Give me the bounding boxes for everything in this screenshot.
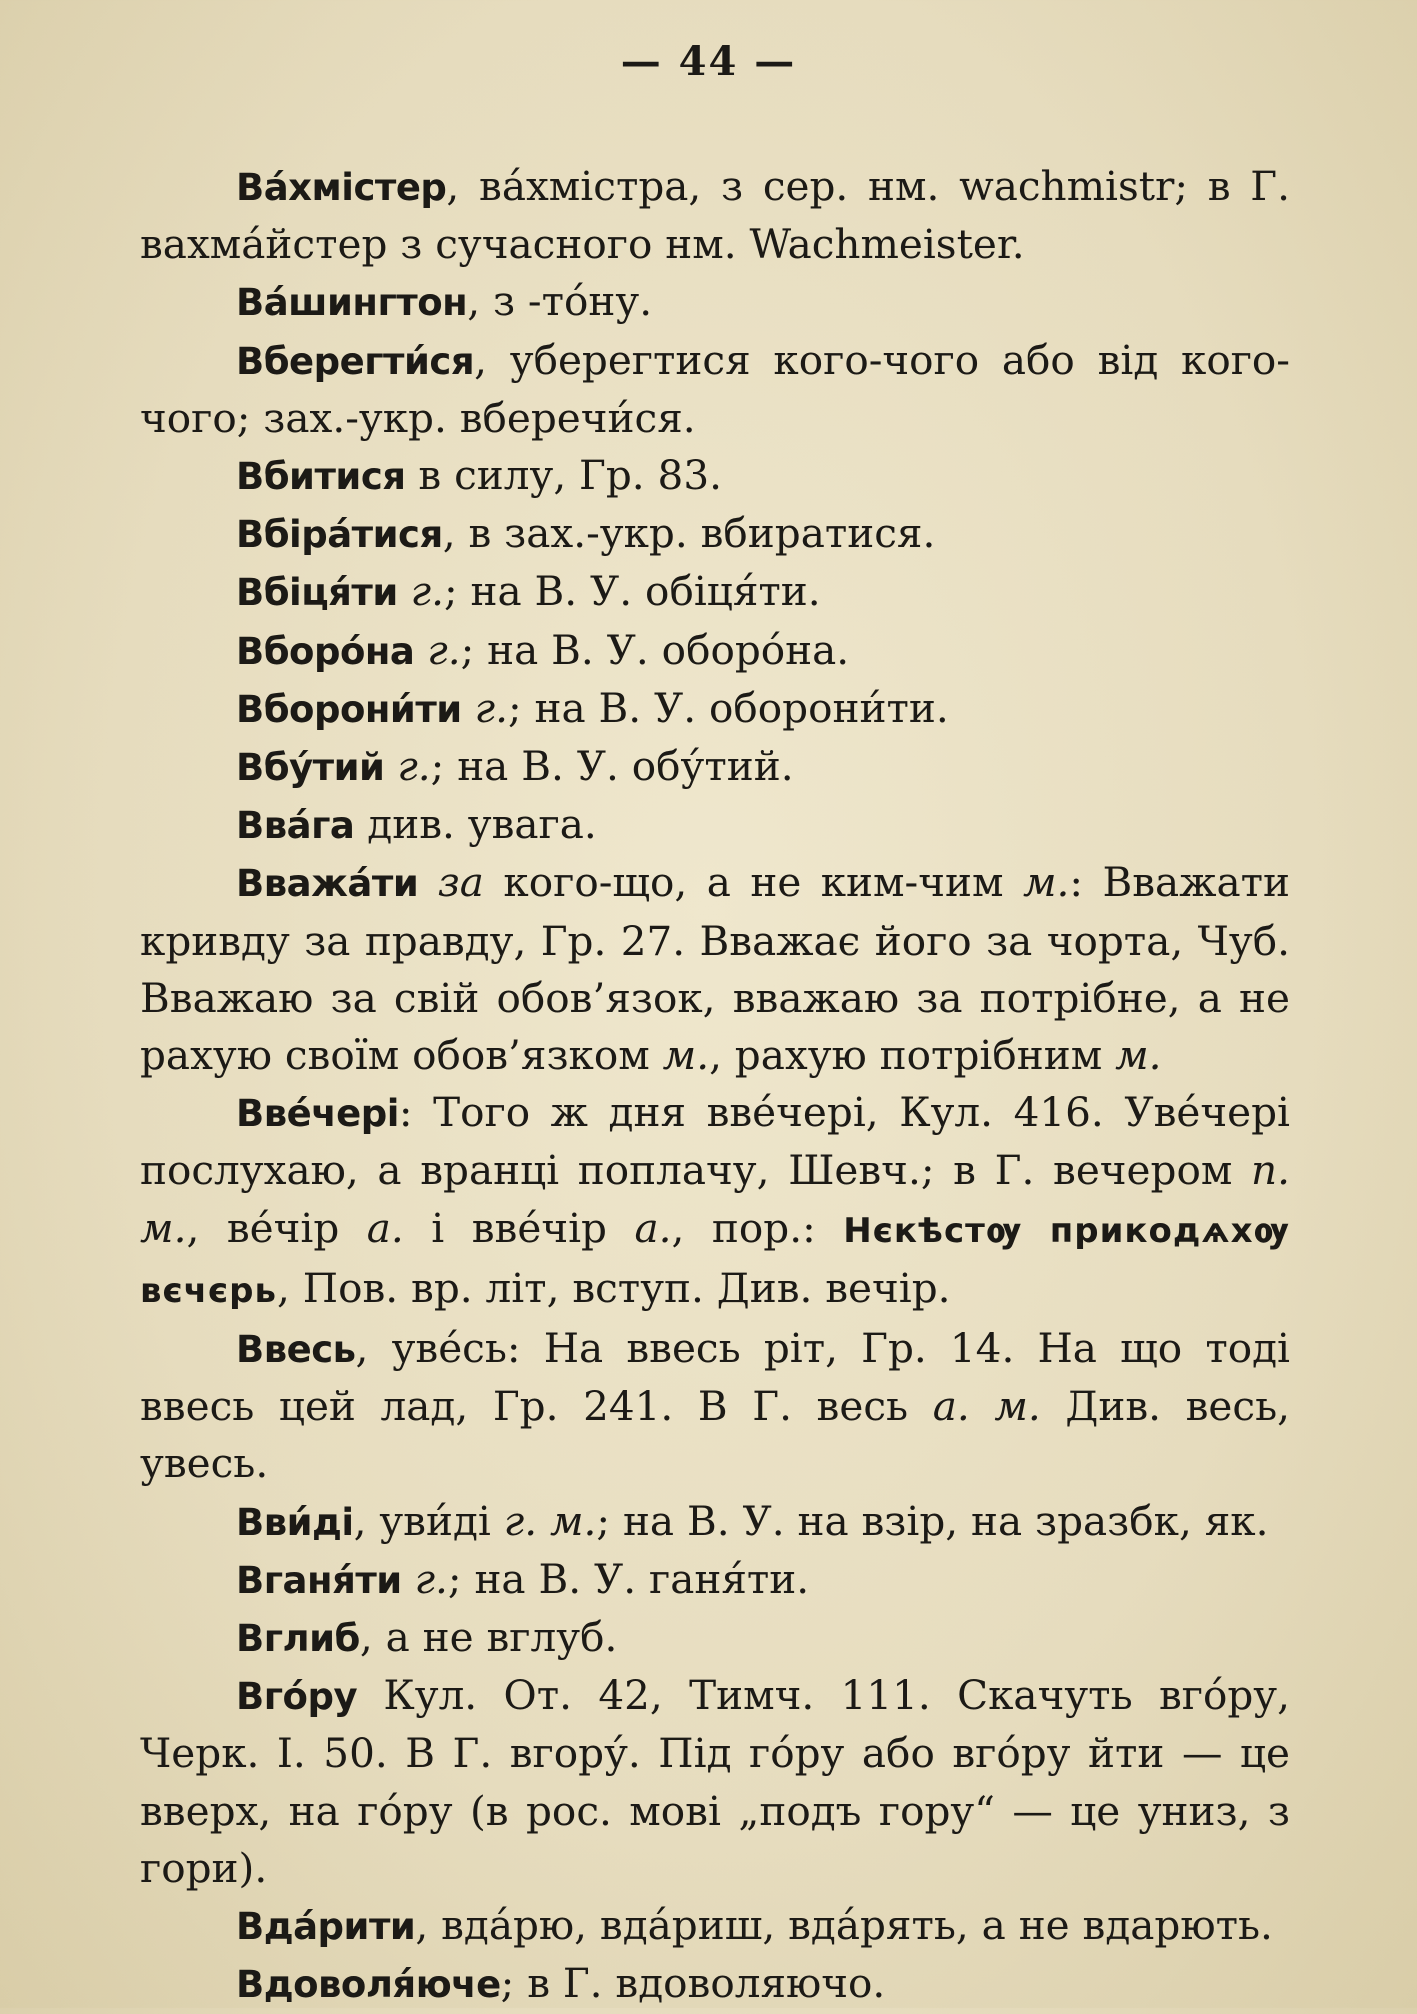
entry-text: ; на В. У. оборо́на.	[460, 625, 850, 674]
entry-text: , в зах.-укр. вбиратися.	[442, 509, 936, 558]
entry-text: , з -то́ну.	[467, 277, 653, 326]
headword: Вбіця́ти	[236, 571, 398, 615]
dictionary-entry	[140, 1320, 1290, 1493]
entry-text: : Того ж дня вве́чері, Кул. 416. Уве́чері послухаю, а вранці поплачу, Шевч.; в Г. вечером	[140, 1088, 1290, 1195]
dictionary-entry	[140, 622, 1290, 680]
dictionary-entry	[140, 1551, 1290, 1609]
headword: Вбу́тий	[236, 746, 385, 790]
entry-text: , вда́рю, вда́риш, вда́рять, а не вдарють.	[415, 1901, 1273, 1950]
dictionary-entry	[140, 505, 1290, 563]
entry-text: , ве́чір	[186, 1203, 367, 1252]
entry-text: Див. весь, увесь.	[140, 1382, 1290, 1488]
dictionary-entry	[140, 447, 1290, 505]
abbreviation: а.	[634, 1203, 672, 1252]
headword: Вда́рити	[236, 1905, 416, 1949]
page-number: — 44 —	[620, 38, 797, 85]
entry-text	[414, 626, 427, 674]
dictionary-entry	[140, 1667, 1290, 1897]
entry-text: і вве́чір	[403, 1203, 635, 1252]
abbreviation: а.	[366, 1203, 404, 1252]
headword: Вдоволя́юче	[236, 1963, 501, 2007]
headword: Ввесь	[236, 1328, 356, 1372]
entry-text: , уберегтися кого-чого або від кого-чого; зах.-укр. вберечи́ся.	[140, 335, 1290, 442]
entry-text: ; на В. У. ганя́ти.	[447, 1554, 810, 1603]
abbreviation: г.	[414, 1554, 448, 1603]
entry-text: ; на В. У. обу́тий.	[430, 742, 794, 791]
entry-text	[462, 684, 475, 732]
entry-text: , Пов. вр. літ, вступ. Див. вечір.	[277, 1263, 951, 1312]
dictionary-entry	[140, 680, 1290, 738]
abbreviation: г.	[474, 683, 508, 732]
dictionary-entry	[140, 273, 1290, 331]
entry-text: , уви́ді	[353, 1496, 504, 1545]
dictionary-entries	[140, 158, 1290, 2014]
headword: Вго́ру	[236, 1675, 358, 1719]
entry-text: , а не вглуб.	[359, 1613, 618, 1662]
old-church-slavonic-quote: Нєкѣстѹ прикодѧхѹ вєчєрь	[140, 1210, 1291, 1311]
headword: Вборо́на	[236, 629, 415, 673]
entry-text: кого-що, а не ким-чим	[483, 858, 1023, 907]
headword: Вбитися	[236, 455, 406, 499]
entry-text	[418, 858, 437, 906]
headword: Вберегти́ся	[236, 339, 475, 383]
dictionary-entry	[140, 563, 1290, 621]
dictionary-entry	[140, 1084, 1290, 1320]
entry-text: ; на В. У. обіця́ти.	[444, 567, 821, 616]
entry-text: , уве́сь: На ввесь ріт, Гр. 14. На що тоді ввесь цей лад, Гр. 241. В Г. весь	[140, 1324, 1290, 1431]
abbreviation: п. м.	[140, 1146, 1290, 1252]
dictionary-entry	[140, 854, 1290, 1084]
headword: Ва́шингтон	[236, 281, 468, 325]
headword: Вва́га	[236, 804, 355, 848]
dictionary-entry	[140, 738, 1290, 796]
dictionary-entry	[140, 1493, 1290, 1551]
headword: Вважа́ти	[236, 862, 419, 906]
entry-text	[402, 1555, 415, 1603]
entry-text: , ва́хмістра, з сер. нм. wachmistr; в Г. вахма́йстер з сучасного нм. Wachmeister.	[140, 162, 1290, 269]
entry-text: , пор.:	[671, 1203, 844, 1252]
dictionary-entry	[140, 1609, 1290, 1667]
abbreviation: г. м.	[503, 1496, 597, 1545]
dictionary-entry	[140, 1955, 1290, 2013]
dictionary-entry	[140, 158, 1290, 273]
headword: Вбіра́тися	[236, 513, 443, 557]
headword: Вглиб	[236, 1617, 360, 1661]
entry-text: ; в Г. вдоволяючо.	[500, 1959, 886, 2008]
headword: Вборони́ти	[236, 687, 462, 731]
abbreviation: г.	[410, 567, 444, 616]
dictionary-entry	[140, 1897, 1290, 1955]
abbreviation: за	[437, 858, 484, 907]
entry-text	[398, 567, 411, 615]
abbreviation: м.	[662, 1031, 710, 1080]
headword: Вганя́ти	[236, 1558, 402, 1602]
abbreviation: а. м.	[932, 1382, 1041, 1431]
headword: Ва́хмістер	[236, 166, 447, 209]
entry-text: Кул. От. 42, Тимч. 111. Скачуть вго́ру, Черк. І. 50. В Г. вгору́. Під го́ру або вго́ру йти — це вверх, на го́ру (в рос. мові „подъ гору“ — це униз, з гори).	[140, 1671, 1290, 1892]
headword: Вве́чері	[236, 1092, 399, 1136]
entry-text: див. увага.	[354, 800, 597, 849]
entry-text: в силу, Гр. 83.	[405, 451, 722, 500]
entry-text: ; на В. У. оборони́ти.	[507, 683, 949, 732]
dictionary-entry	[140, 332, 1290, 447]
abbreviation: г.	[397, 742, 431, 791]
entry-text	[384, 742, 397, 790]
entry-text: ; на В. У. на взір, на зразбк, як.	[596, 1496, 1269, 1545]
headword: Вви́ді	[236, 1500, 354, 1544]
abbreviation: м.	[1115, 1031, 1162, 1080]
dictionary-entry	[140, 796, 1290, 854]
entry-text: , рахую потрібним	[709, 1031, 1116, 1080]
abbreviation: м.	[1022, 858, 1070, 907]
abbreviation: г.	[427, 625, 461, 674]
entry-text: : Вважати кривду за правду, Гр. 27. Вважає його за чорта, Чуб. Вважаю за свій обов’язок, вважаю за потрібне, а не рахую своїм обов’язком	[140, 858, 1291, 1080]
